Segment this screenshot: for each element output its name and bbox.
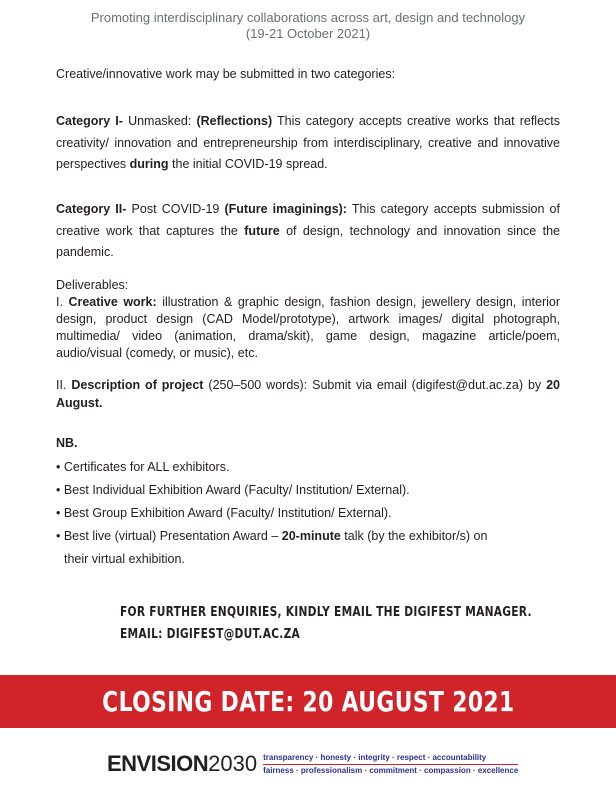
nb-title: NB. xyxy=(56,436,78,450)
footer xyxy=(107,748,518,780)
enquiries-line: FOR FURTHER ENQUIRIES, KINDLY EMAIL THE DIGIFEST MANAGER. xyxy=(120,605,532,620)
enquiries-block xyxy=(120,602,532,646)
closing-date-banner xyxy=(0,675,616,728)
envision-2030-logo xyxy=(107,751,257,777)
category-2-text-a: This category accepts submission of creative work that captures the xyxy=(56,202,560,238)
nb-item-4 xyxy=(56,525,560,548)
category-1-text-b: the initial COVID-19 spread. xyxy=(168,157,328,171)
category-1-title: (Reflections) xyxy=(196,114,273,128)
deliverable-item-1-num: I. xyxy=(56,295,69,309)
deliverable-item-1 xyxy=(56,294,560,362)
category-2-pre: Post COVID-19 xyxy=(126,202,225,216)
logo-word: ENVISION xyxy=(107,751,209,776)
category-1-text-a: This category accepts creative works that reflects creativity/ innovation and entrepreneurship from interdisciplinary, creative and innovative perspectives xyxy=(56,114,560,171)
category-1-bold-word: during xyxy=(129,157,169,171)
description-of-project xyxy=(56,376,560,412)
values-tagline xyxy=(263,753,518,776)
values-line-2: fairness · professionalism · commitment · compassion · excellence xyxy=(263,765,519,775)
header-tagline: Promoting interdisciplinary collaborations across art, design and technology xyxy=(90,10,526,25)
page-header xyxy=(0,10,616,42)
category-2-label: Category II- xyxy=(56,202,127,216)
nb-section xyxy=(56,432,560,571)
nb-item-4-bold: 20-minute xyxy=(281,529,341,543)
description-title: Description of project xyxy=(71,378,204,392)
description-num: II. xyxy=(56,378,72,392)
nb-item-4-post: talk (by the exhibitor/s) on xyxy=(340,529,488,543)
intro-text: Creative/innovative work may be submitted in two categories: xyxy=(56,67,396,81)
category-2-title: (Future imaginings): xyxy=(224,202,347,216)
enquiries-email: EMAIL: DIGIFEST@DUT.AC.ZA xyxy=(120,627,301,642)
nb-item-4-pre: • Best live (virtual) Presentation Award – xyxy=(56,529,282,543)
category-1 xyxy=(56,111,560,176)
category-1-pre: Unmasked: xyxy=(122,114,197,128)
category-2-text-b: of design, technology and innovation since the pandemic. xyxy=(56,223,560,259)
values-line-1: transparency · honesty · integrity · respect · accountability xyxy=(263,753,518,765)
deliverable-item-1-title: Creative work: xyxy=(68,295,157,309)
deliverable-item-1-text: illustration & graphic design, fashion design, jewellery design, interior design, product design (CAD Model/prototype), artwork images/ digital photograph, multimedia/ video (animation, drama/skit), game design, magazine article/poem, audio/visual (comedy, or music), etc. xyxy=(56,295,560,360)
logo-year: 2030 xyxy=(208,751,258,776)
category-2 xyxy=(56,199,560,264)
description-date: 20 August. xyxy=(56,378,560,410)
deliverables-heading: Deliverables: xyxy=(56,278,129,292)
category-2-bold-word: future xyxy=(244,223,280,238)
deliverables-section xyxy=(56,277,560,362)
nb-item-4-continued: their virtual exhibition. xyxy=(64,552,185,566)
nb-item: • Certificates for ALL exhibitors. xyxy=(56,460,230,474)
description-text: (250–500 words): Submit via email (digifest@dut.ac.za) by xyxy=(203,378,547,392)
category-1-label: Category I- xyxy=(56,114,123,128)
closing-date-text: CLOSING DATE: 20 AUGUST 2021 xyxy=(101,685,515,718)
nb-item: • Best Individual Exhibition Award (Faculty/ Institution/ External). xyxy=(56,483,410,497)
nb-item: • Best Group Exhibition Award (Faculty/ Institution/ External). xyxy=(56,506,392,520)
header-dates: (19-21 October 2021) xyxy=(245,26,371,41)
